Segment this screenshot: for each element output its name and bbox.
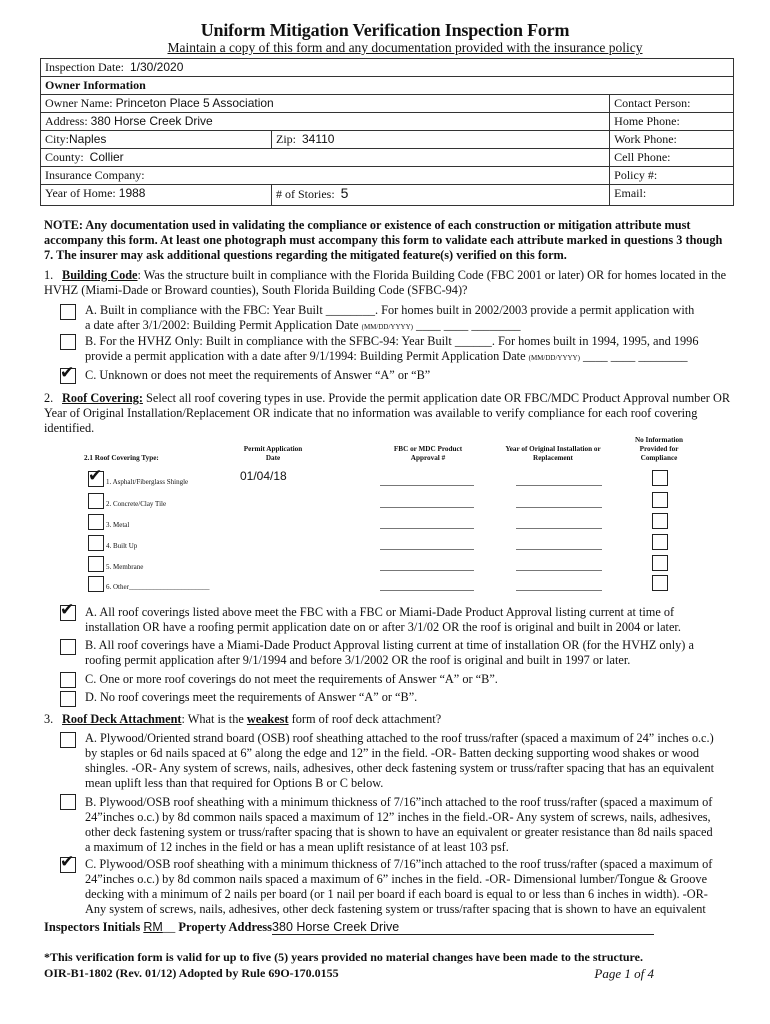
cell-phone-cell[interactable] — [610, 149, 734, 167]
q3-text — [44, 712, 734, 727]
no-info-checkbox[interactable] — [652, 470, 668, 486]
q1-a-line2 — [85, 318, 521, 335]
year-value[interactable]: 1988 — [118, 186, 146, 200]
year-install-field[interactable] — [516, 549, 602, 550]
q2-text — [44, 391, 734, 436]
owner-name-label: Owner Name: — [45, 96, 113, 110]
fbc-approval-field[interactable] — [380, 507, 474, 508]
q3-a-line3: shingles. -OR- Any system of screws, nails, adhesives, other deck fastening system or truss/rafter spacing that has an equivalent — [85, 761, 715, 775]
no-info-checkbox[interactable] — [652, 575, 668, 591]
q1-c-text: C. Unknown or does not meet the requirements of Answer “A” or “B” — [85, 368, 431, 382]
no-info-checkbox[interactable] — [652, 555, 668, 571]
q1-a-checkbox[interactable] — [60, 304, 76, 320]
work-phone-cell[interactable] — [610, 131, 734, 149]
q1-b-line2 — [85, 349, 688, 366]
q1-c-check-mark: ✔ — [60, 363, 75, 383]
address-value[interactable]: 380 Horse Creek Drive — [90, 114, 213, 128]
fbc-approval-field[interactable] — [380, 570, 474, 571]
q3-a-line2: by staples or 6d nails spaced at 6” along the edge and 12” in the field. -OR- Batten decking supporting wood shakes or wood — [85, 746, 700, 760]
year-label: Year of Home: — [45, 186, 116, 200]
year-install-field[interactable] — [516, 507, 602, 508]
home-phone-cell[interactable] — [610, 113, 734, 131]
inspection-date-label: Inspection Date: — [45, 60, 124, 74]
q3-b-line4: a maximum of 12 inches in the field or has a mean uplift resistance of at least 103 psf. — [85, 840, 509, 854]
q1-a-date-blank[interactable]: ____ ____ ________ — [412, 318, 521, 332]
inspector-initials-label: Inspectors Initials — [44, 920, 141, 934]
q3-c-line2: 24”inches o.c.) by 8d common nails spaced a maximum of 6” inches in the field. -OR- Dimensional lumber/Tongue & Groove — [85, 872, 708, 886]
q3-c-line1: C. Plywood/OSB roof sheathing with a minimum thickness of 7/16”inch attached to the roof truss/rafter (spaced a maximum of — [85, 857, 713, 871]
email-cell[interactable] — [610, 185, 734, 206]
q2-b-checkbox[interactable] — [60, 639, 76, 655]
q3-a-line4: mean uplift less than that required for Options B or C below. — [85, 776, 384, 790]
owner-name-value[interactable]: Princeton Place 5 Association — [115, 96, 274, 110]
email-label: Email: — [614, 186, 647, 200]
fbc-approval-field[interactable] — [380, 528, 474, 529]
q1-b-checkbox[interactable] — [60, 334, 76, 350]
roof-type-label: 5. Membrane — [106, 563, 144, 571]
q2-number: 2. — [44, 391, 54, 405]
q3-c-check-mark: ✔ — [60, 852, 75, 872]
q2-c-text: C. One or more roof coverings do not meet the requirements of Answer “A” or “B”. — [85, 672, 498, 686]
no-info-checkbox[interactable] — [652, 513, 668, 529]
col-roof-type: 2.1 Roof Covering Type: — [84, 454, 159, 462]
q1-a-line1: A. Built in compliance with the FBC: Year Built ________. For homes built in 2002/2003 provide a permit application with — [85, 303, 695, 317]
q2-d-checkbox[interactable] — [60, 691, 76, 707]
q3-b-line1: B. Plywood/OSB roof sheathing with a minimum thickness of 7/16”inch attached to the roof truss/rafter (spaced a maximum of — [85, 795, 713, 809]
zip-value[interactable]: 34110 — [302, 132, 335, 146]
roof-type-checkbox[interactable] — [88, 535, 104, 551]
insurance-company-label: Insurance Company: — [45, 168, 145, 182]
owner-info-table — [40, 58, 734, 206]
q1-number: 1. — [44, 268, 54, 282]
q3-a-line1: A. Plywood/Oriented strand board (OSB) roof sheathing attached to the roof truss/rafter (spaced a maximum of 24” inches o.c.) — [85, 731, 714, 745]
roof-type-label: 1. Asphalt/Fiberglass Shingle — [106, 478, 189, 486]
stories-cell[interactable] — [272, 185, 610, 206]
work-phone-label: Work Phone: — [614, 132, 677, 146]
inspection-date-value[interactable]: 1/30/2020 — [129, 60, 184, 74]
q2-b-line1: B. All roof coverings have a Miami-Dade Product Approval listing current at time of installation OR (for the HVHZ only) a — [85, 638, 694, 652]
inspector-line — [44, 920, 654, 935]
q2-d-text: D. No roof coverings meet the requirements of Answer “A” or “B”. — [85, 690, 418, 704]
q3-heading: Roof Deck Attachment — [62, 712, 182, 726]
q1-c-checkbox[interactable] — [60, 363, 76, 384]
q2-a-checkbox[interactable] — [60, 600, 76, 621]
roof-type-label: 3. Metal — [106, 521, 130, 529]
roof-type-checkbox[interactable] — [88, 514, 104, 530]
stories-value[interactable]: 5 — [340, 185, 349, 201]
fbc-approval-field[interactable] — [380, 485, 474, 486]
q1-b-text: provide a permit application with a date after 9/1/1994: Building Permit Application Date — [85, 349, 529, 363]
year-install-field[interactable] — [516, 528, 602, 529]
insurance-company-cell[interactable] — [41, 167, 610, 185]
inspector-initials-line: __ — [162, 920, 176, 934]
roof-type-checkbox[interactable] — [88, 556, 104, 572]
q3-c-line4: Any system of screws, nails, adhesives, other deck fastening system or truss/rafter spacing that is shown to have an equivalent — [85, 902, 706, 916]
cell-phone-label: Cell Phone: — [614, 150, 671, 164]
no-info-checkbox[interactable] — [652, 492, 668, 508]
fbc-approval-field[interactable] — [380, 549, 474, 550]
q1-a-date-format: (MM/DD/YYYY) — [361, 323, 413, 331]
city-label: City: — [45, 132, 70, 146]
q1-b-date-blank[interactable]: ____ ____ ________ — [579, 349, 688, 363]
inspector-initials-value[interactable]: RM — [143, 920, 163, 934]
q2-question: Select all roof covering types in use. Provide the permit application date OR FBC/MDC Product Approval number OR Year of Original Installation/Replacement OR indicate that no information was available to verify compliance for each roof covering identified. — [44, 391, 731, 435]
q3-a-checkbox[interactable] — [60, 732, 76, 748]
form-id: OIR-B1-1802 (Rev. 01/12) Adopted by Rule 69O-170.0155 — [44, 966, 339, 980]
page-number: Page 1 of 4 — [594, 966, 654, 981]
q2-heading: Roof Covering: — [62, 391, 143, 405]
policy-cell[interactable] — [610, 167, 734, 185]
validity-note: *This verification form is valid for up to five (5) years provided no material changes have been made to the structure. — [44, 950, 643, 964]
county-label: County: — [45, 150, 84, 164]
q3-question-part2: form of roof deck attachment? — [288, 712, 442, 726]
county-value[interactable]: Collier — [89, 150, 124, 164]
q3-weakest: weakest — [246, 712, 289, 726]
year-install-field[interactable] — [516, 590, 602, 591]
roof-type-checkbox[interactable] — [88, 576, 104, 592]
address-cell[interactable] — [41, 113, 610, 131]
q3-question-part1: : What is the — [181, 712, 247, 726]
q2-a-line1: A. All roof coverings listed above meet the FBC with a FBC or Miami-Dade Product Approval listing current at time of — [85, 605, 675, 619]
form-subtitle: Maintain a copy of this form and any documentation provided with the insurance policy — [167, 40, 643, 55]
q2-a-line2: installation OR have a roofing permit application date on or after 3/1/02 OR the roof is original and built in 2004 or later. — [85, 620, 681, 634]
no-info-checkbox[interactable] — [652, 534, 668, 550]
contact-person-cell[interactable] — [610, 95, 734, 113]
owner-name-cell[interactable] — [41, 95, 610, 113]
q1-b-line1: B. For the HVHZ Only: Built in compliance with the SFBC-94: Year Built ______. For homes built in 1994, 1995, and 1996 — [85, 334, 699, 348]
roof-type-checkbox[interactable] — [88, 493, 104, 509]
col-fbc-approval: FBC or MDC Product Approval # — [393, 445, 463, 462]
city-cell[interactable] — [41, 131, 272, 149]
q2-c-checkbox[interactable] — [60, 672, 76, 688]
q1-text — [44, 268, 734, 298]
q3-c-line3: decking with a minimum of 2 nails per board (or 1 nail per board if each board is equal to or less than 6 inches in width). -OR- — [85, 887, 708, 901]
year-install-field[interactable] — [516, 570, 602, 571]
contact-person-label: Contact Person: — [614, 96, 691, 110]
fbc-approval-field[interactable] — [380, 590, 474, 591]
q3-c-checkbox[interactable] — [60, 852, 76, 873]
year-cell[interactable] — [41, 185, 272, 206]
county-cell[interactable] — [41, 149, 610, 167]
q3-b-line3: other deck fastening system or truss/rafter spacing that is shown to have an equivalent or greater resistance than 8d nails spaced — [85, 825, 713, 839]
address-label: Address: — [45, 114, 88, 128]
city-value[interactable]: Naples — [69, 132, 107, 146]
q1-question: : Was the structure built in compliance with the Florida Building Code (FBC 2001 or later) OR for homes located in the HVHZ (Miami-Dade or Broward counties), South Florida Building Code (SFBC-94)? — [44, 268, 727, 297]
q1-b-date-format: (MM/DD/YYYY) — [528, 354, 580, 362]
inspection-date-cell[interactable] — [41, 59, 734, 77]
col-no-info: No Information Provided for Compliance — [634, 436, 684, 462]
year-install-field[interactable] — [516, 485, 602, 486]
stories-label: # of Stories: — [276, 187, 335, 201]
form-title: Uniform Mitigation Verification Inspection Form — [200, 20, 570, 40]
property-address-value[interactable]: 380 Horse Creek Drive — [272, 921, 654, 935]
roof-type-label: 4. Built Up — [106, 542, 138, 550]
roof-type-checkbox[interactable] — [88, 466, 104, 487]
roof-type-check-mark: ✔ — [88, 466, 103, 486]
policy-label: Policy #: — [614, 168, 658, 182]
home-phone-label: Home Phone: — [614, 114, 680, 128]
roof-type-label: 6. Other_______________________ — [106, 583, 210, 591]
q3-b-line2: 24”inches o.c.) by 8d common nails spaced a maximum of 12” inches in the field.-OR- Any system of screws, nails, adhesives, — [85, 810, 711, 824]
zip-cell[interactable] — [272, 131, 610, 149]
property-address-label: Property Address — [178, 920, 273, 934]
q3-b-checkbox[interactable] — [60, 794, 76, 810]
col-permit-date: Permit Application Date — [243, 445, 303, 462]
col-year-install: Year of Original Installation or Replacement — [505, 445, 601, 462]
roof-permit-date[interactable]: 01/04/18 — [240, 469, 287, 483]
q1-heading: Building Code — [62, 268, 138, 282]
zip-label: Zip: — [276, 132, 296, 146]
roof-type-label: 2. Concrete/Clay Tile — [106, 500, 167, 508]
q1-a-text: a date after 3/1/2002: Building Permit Application Date — [85, 318, 362, 332]
q2-a-check-mark: ✔ — [60, 600, 75, 620]
note-paragraph: NOTE: Any documentation used in validating the compliance or existence of each construction or mitigation attribute must accompany this form. At least one photograph must accompany this form to validate each attribute marked in questions 3 though 7. The insurer may ask additional questions regarding the mitigated feature(s) verified on this form. — [44, 218, 723, 262]
q3-number: 3. — [44, 712, 54, 726]
q2-b-line2: roofing permit application after 9/1/1994 and before 3/1/2002 OR the roof is original and built in 1997 or later. — [85, 653, 631, 667]
owner-info-heading: Owner Information — [41, 77, 734, 95]
